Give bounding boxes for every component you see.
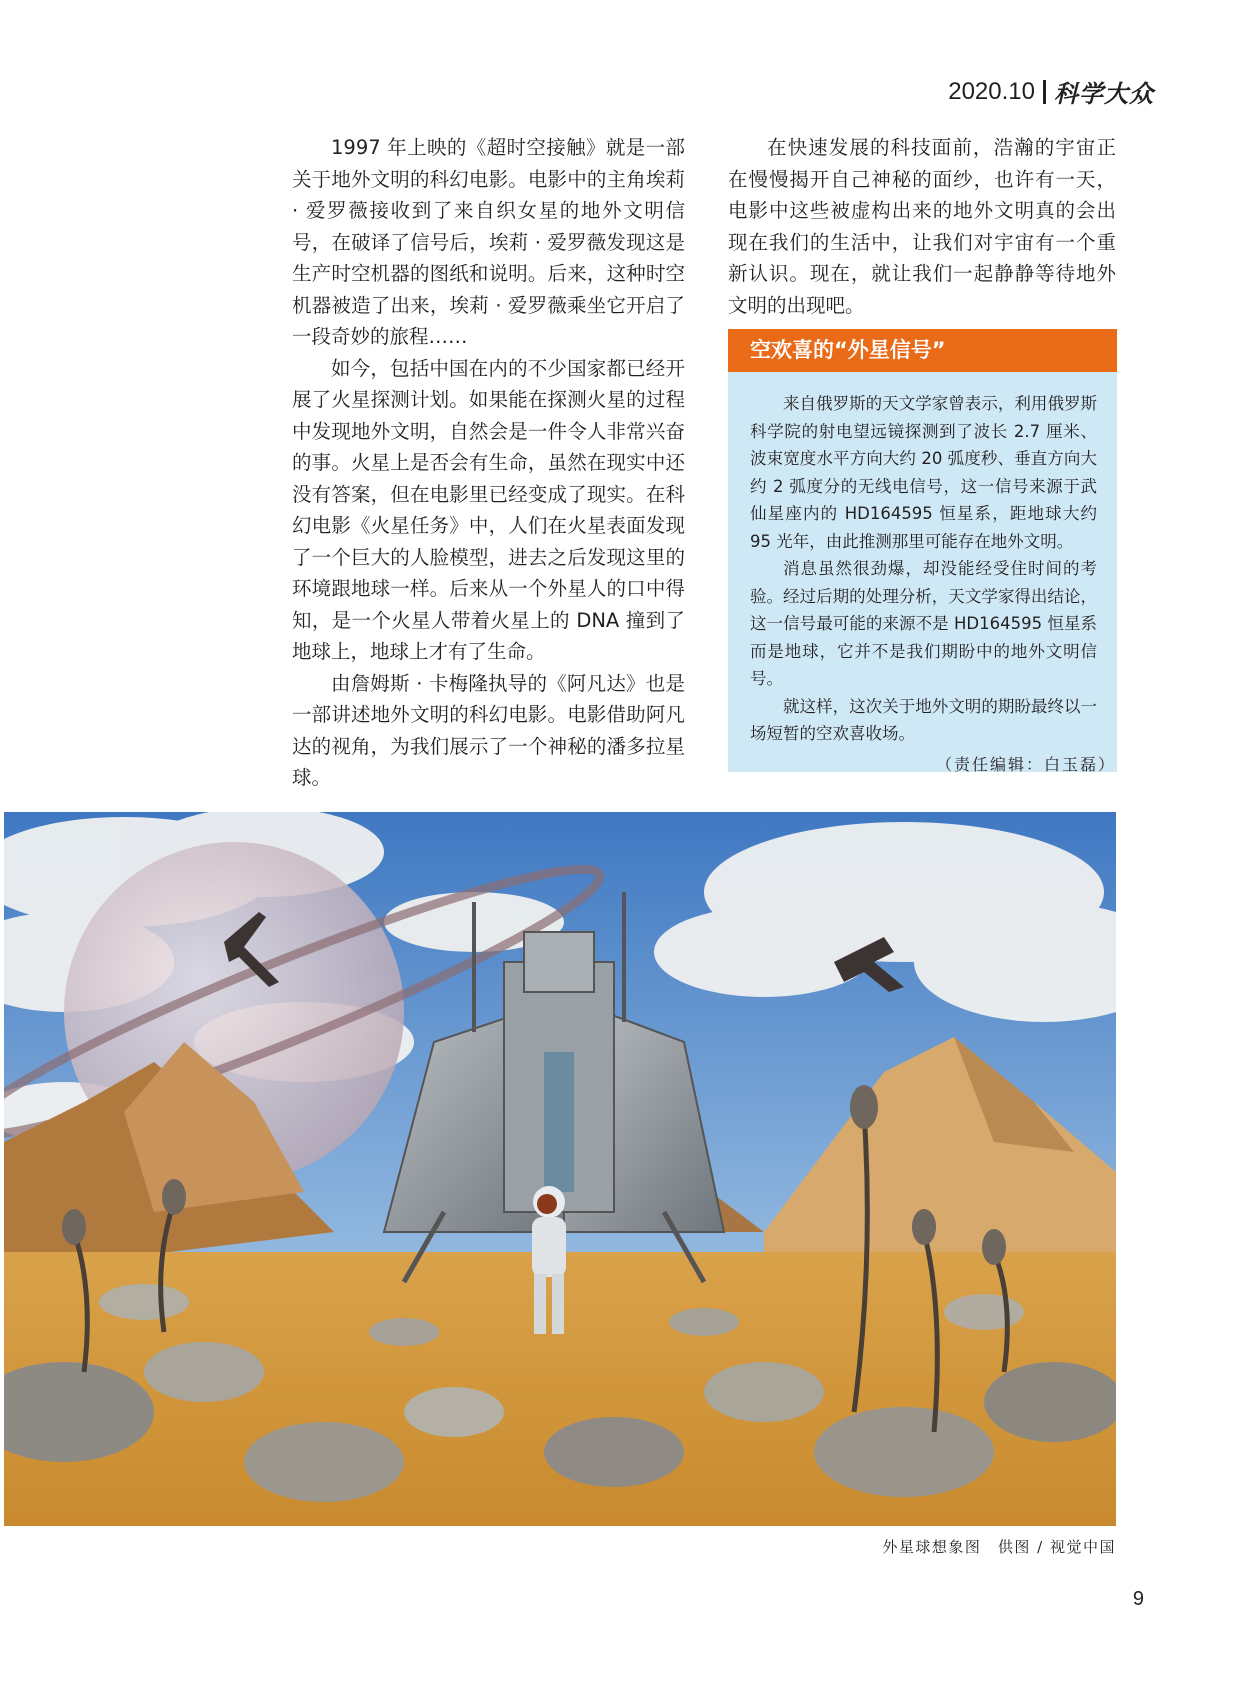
sidebar-box <box>728 329 1117 772</box>
editor-credit: （责任编辑：白玉磊） <box>935 755 1116 774</box>
article-paragraph: 1997 年上映的《超时空接触》就是一部关于地外文明的科幻电影。电影中的主角埃莉 · 爱罗薇接收到了来自织女星的地外文明信号，在破译了信号后，埃莉 · 爱罗薇发现这是生产时空机器的图纸和说明。后来，这种时空机器被造了出来，埃莉 · 爱罗薇乘坐它开启了一段奇妙的旅程…… <box>292 136 685 348</box>
header-divider <box>1043 80 1046 104</box>
issue-date: 2020.10 <box>948 77 1035 105</box>
sidebar-paragraph: 就这样，这次关于地外文明的期盼最终以一场短暂的空欢喜收场。 <box>750 696 1097 743</box>
sidebar-paragraph: 来自俄罗斯的天文学家曾表示，利用俄罗斯科学院的射电望远镜探测到了波长 2.7 厘米、波束宽度水平方向大约 20 弧度秒、垂直方向大约 2 弧度分的无线电信号，这一信号来源于武仙星座内的 HD164595 恒星系，距地球大约 95 光年，由此推测那里可能存在地外文明。 <box>750 394 1097 551</box>
sidebar-paragraph: 消息虽然很劲爆，却没能经受住时间的考验。经过后期的处理分析，天文学家得出结论，这一信号最可能的来源不是 HD164595 恒星系而是地球，它并不是我们期盼中的地外文明信号。 <box>750 559 1097 688</box>
sidebar-title: 空欢喜的“外星信号” <box>728 329 1117 372</box>
page-header <box>948 74 1154 109</box>
magazine-masthead: 科学大众 <box>1054 79 1154 108</box>
article-column-left <box>292 132 685 794</box>
page-number: 9 <box>1132 1588 1144 1610</box>
article-paragraph: 由詹姆斯 · 卡梅隆执导的《阿凡达》也是一部讲述地外文明的科幻电影。电影借助阿凡达的视角，为我们展示了一个神秘的潘多拉星球。 <box>292 671 685 789</box>
sidebar-body <box>728 372 1117 772</box>
image-caption: 外星球想象图 供图 / 视觉中国 <box>882 1538 1116 1556</box>
alien-planet-illustration <box>4 812 1116 1526</box>
article-column-right <box>728 132 1116 321</box>
article-paragraph: 在快速发展的科技面前，浩瀚的宇宙正在慢慢揭开自己神秘的面纱，也许有一天，电影中这些被虚构出来的地外文明真的会出现在我们的生活中，让我们对宇宙有一个重新认识。现在，就让我们一起静静等待地外文明的出现吧。 <box>728 136 1116 317</box>
article-paragraph: 如今，包括中国在内的不少国家都已经开展了火星探测计划。如果能在探测火星的过程中发现地外文明，自然会是一件令人非常兴奋的事。火星上是否会有生命，虽然在现实中还没有答案，但在电影里已经变成了现实。在科幻电影《火星任务》中，人们在火星表面发现了一个巨大的人脸模型，进去之后发现这里的环境跟地球一样。后来从一个外星人的口中得知，是一个火星人带着火星上的 DNA 撞到了地球上，地球上才有了生命。 <box>292 356 685 663</box>
